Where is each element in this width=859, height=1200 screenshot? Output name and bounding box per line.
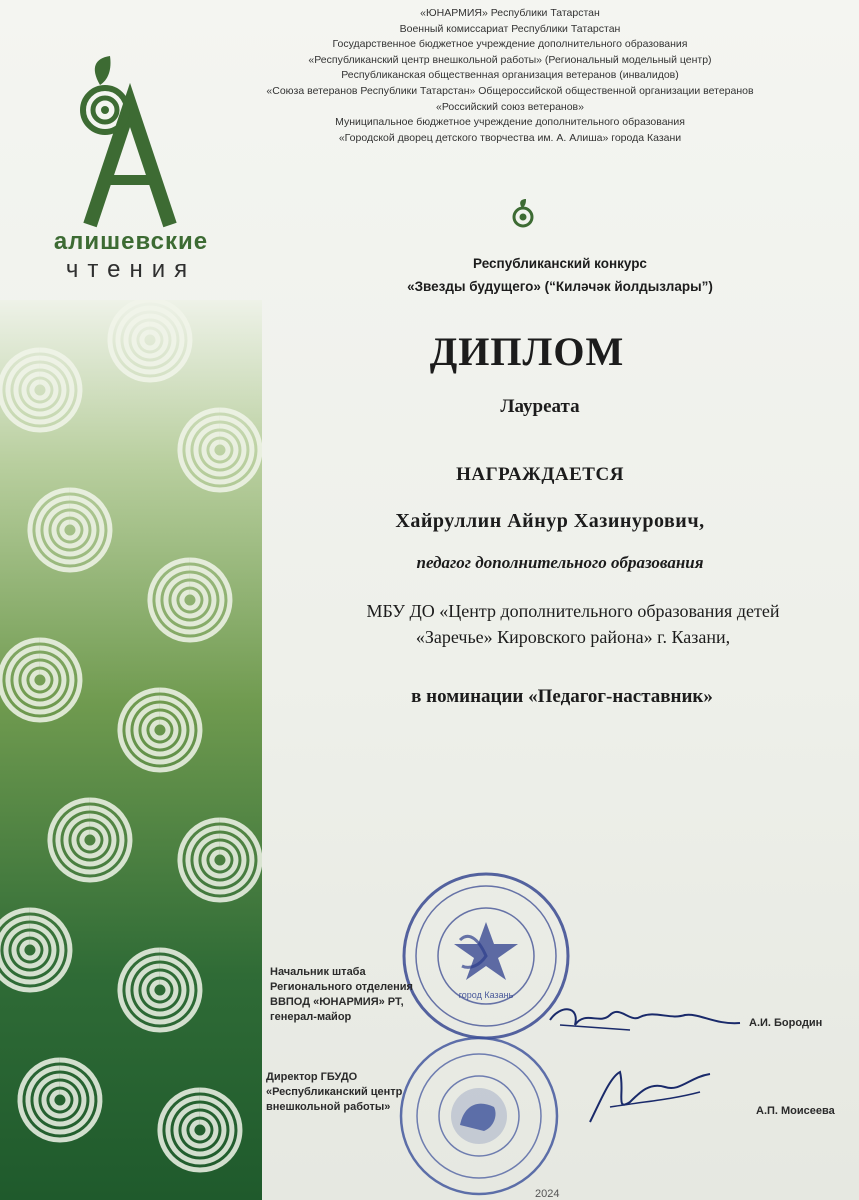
signatory-title-line: ВВПОД «ЮНАРМИЯ» РТ,	[270, 996, 404, 1008]
logo-text-line2: чтения	[65, 256, 197, 283]
nomination: в номинации «Педагог-наставник»	[411, 686, 713, 707]
organizer-line: Военный комиссариат Республики Татарстан	[399, 22, 621, 35]
recipient-position: педагог дополнительного образования	[416, 553, 704, 572]
signatory-name-1: А.И. Бородин	[749, 1017, 823, 1029]
decorative-spirals	[0, 300, 262, 1200]
organizers-list	[230, 6, 790, 146]
logo-text-line1: алишевские	[53, 228, 209, 255]
signatory-title-2	[266, 1070, 426, 1115]
organizer-line: Государственное бюджетное учреждение дополнительного образования	[332, 38, 688, 51]
alishev-readings-logo	[60, 50, 200, 230]
signature-borodin	[540, 995, 760, 1045]
organizer-line: «Российский союз ветеранов»	[436, 100, 584, 113]
organizer-line: Республиканская общественная организация ветеранов (инвалидов)	[341, 69, 679, 82]
organizer-line: «Городской дворец детского творчества им. А. Алиша» города Казани	[338, 131, 682, 144]
signatory-title-line: Директор ГБУДО	[266, 1071, 358, 1083]
recipient-name: Хайруллин Айнур Хазинурович,	[395, 510, 705, 532]
awarded-heading: НАГРАЖДАЕТСЯ	[456, 464, 624, 485]
signatory-name-2: А.П. Моисеева	[756, 1105, 835, 1117]
signatory-title-line: Начальник штаба	[270, 966, 366, 978]
center-stamp	[398, 1035, 560, 1197]
signatory-title-line: Регионального отделения	[270, 981, 413, 993]
organizer-line: «ЮНАРМИЯ» Республики Татарстан	[420, 7, 600, 19]
diploma-subtitle: Лауреата	[500, 396, 580, 417]
snail-emblem-icon	[511, 198, 535, 228]
recipient-institution	[288, 598, 858, 650]
footer-date: 2024	[535, 1188, 560, 1200]
contest-title-line2: «Звезды будущего» (“Киләчәк йолдызлары”)	[407, 279, 713, 294]
signatory-title-line: генерал-майор	[270, 1011, 352, 1023]
institution-line: «Заречье» Кировского района» г. Казани,	[415, 627, 731, 647]
organizer-line: «Республиканский центр внешкольной работы» (Региональный модельный центр)	[308, 53, 712, 66]
contest-title-line1: Республиканский конкурс	[473, 256, 647, 271]
stamp-city-text: город Казань	[458, 990, 514, 1000]
signatory-title-line: внешкольной работы»	[266, 1101, 391, 1113]
organizer-line: «Союза ветеранов Республики Татарстан» Общероссийской общественной организации ветеранов	[266, 84, 754, 97]
institution-line: МБУ ДО «Центр дополнительного образования детей	[366, 601, 780, 621]
signatory-title-1	[270, 965, 440, 1025]
diploma-title: ДИПЛОМ	[429, 329, 625, 374]
organizer-line: Муниципальное бюджетное учреждение дополнительного образования	[335, 116, 685, 129]
signatory-title-line: «Республиканский центр	[266, 1086, 403, 1098]
signature-moiseeva	[580, 1062, 730, 1132]
